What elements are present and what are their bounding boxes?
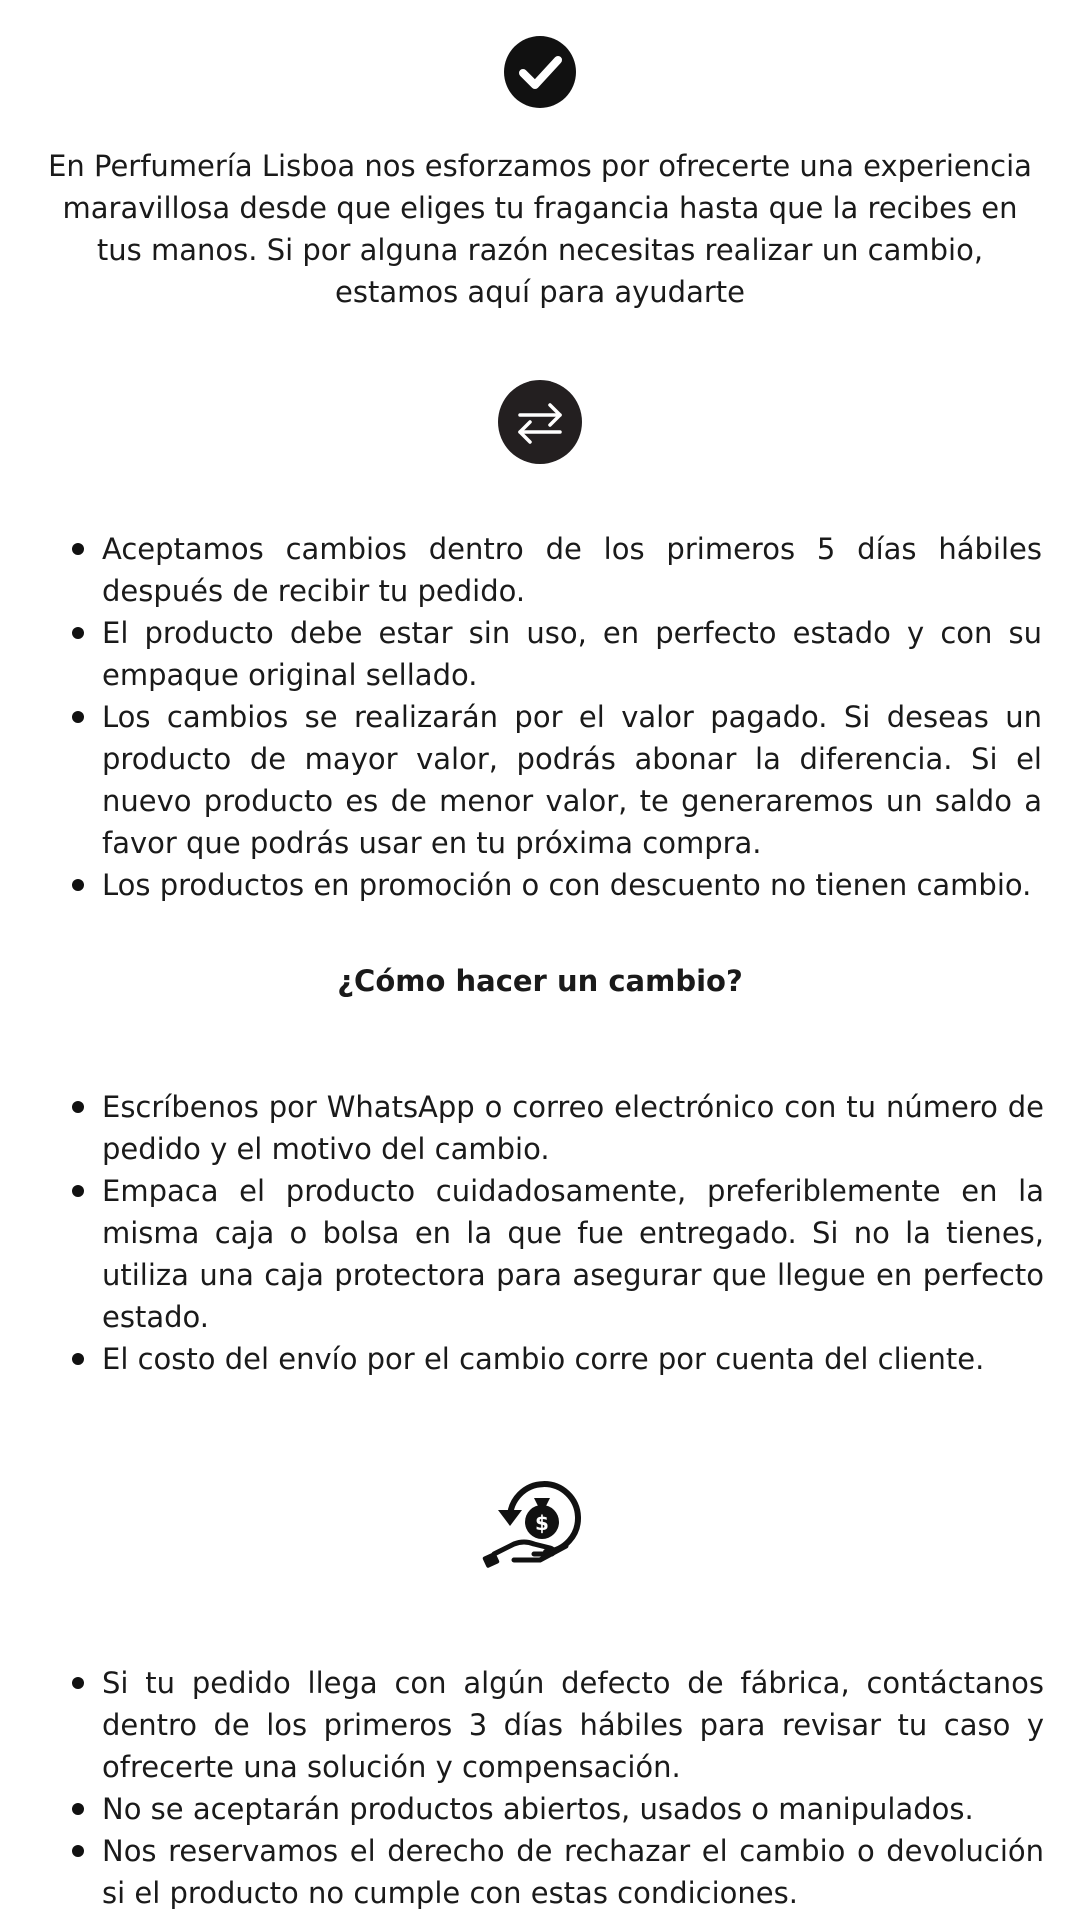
list-item: Nos reservamos el derecho de rechazar el cambio o devolución si el producto no cumple con estas condiciones.	[72, 1830, 1044, 1914]
list-item: El producto debe estar sin uso, en perfecto estado y con su empaque original sellado.	[72, 612, 1042, 696]
list-item: Aceptamos cambios dentro de los primeros 5 días hábiles después de recibir tu pedido.	[72, 528, 1042, 612]
refund-money-hand-icon-svg	[480, 1470, 600, 1570]
list-item: El costo del envío por el cambio corre por cuenta del cliente.	[72, 1338, 1044, 1380]
list-item: Los cambios se realizarán por el valor pagado. Si deseas un producto de mayor valor, podrás abonar la diferencia. Si el nuevo producto es de menor valor, te generaremos un saldo a favor que podrás usar en tu próxima compra.	[72, 696, 1042, 864]
how-to-list	[72, 1086, 1044, 1380]
intro-paragraph: En Perfumería Lisboa nos esforzamos por ofrecerte una experiencia maravillosa desde que eliges tu fragancia hasta que la recibes en tus manos. Si por alguna razón necesitas realizar un cambio, estamos aquí para ayudarte	[48, 149, 1032, 309]
check-circle-icon-svg	[503, 35, 577, 109]
how-to-heading: ¿Cómo hacer un cambio?	[337, 964, 743, 998]
list-item: Escríbenos por WhatsApp o correo electrónico con tu número de pedido y el motivo del cambio.	[72, 1086, 1044, 1170]
list-item: No se aceptarán productos abiertos, usados o manipulados.	[72, 1788, 1044, 1830]
refund-money-hand-icon	[0, 1470, 1080, 1570]
list-item: Empaca el producto cuidadosamente, preferiblemente en la misma caja o bolsa en la que fue entregado. Si no la tienes, utiliza una caja protectora para asegurar que llegue en perfecto estado.	[72, 1170, 1044, 1338]
defects-list	[72, 1662, 1044, 1914]
exchange-arrows-icon	[0, 380, 1080, 464]
check-circle-icon	[0, 35, 1080, 109]
conditions-list	[72, 528, 1042, 906]
list-item: Si tu pedido llega con algún defecto de fábrica, contáctanos dentro de los primeros 3 días hábiles para revisar tu caso y ofrecerte una solución y compensación.	[72, 1662, 1044, 1788]
exchange-arrows-icon-svg	[498, 380, 582, 464]
list-item: Los productos en promoción o con descuento no tienen cambio.	[72, 864, 1042, 906]
svg-text:$: $	[535, 1511, 549, 1535]
